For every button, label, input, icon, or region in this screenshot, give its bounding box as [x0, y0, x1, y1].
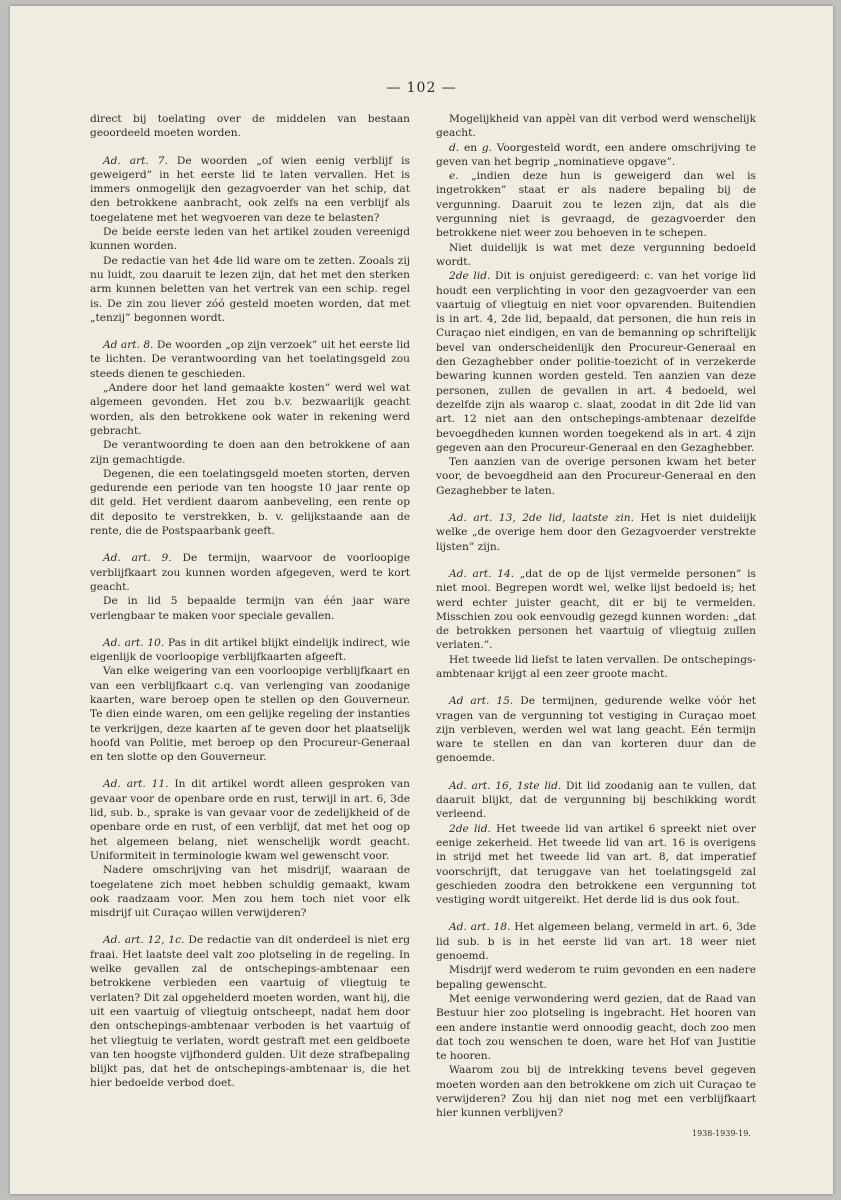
page-number: — 102 — — [386, 80, 457, 96]
paragraph: Met eenige verwondering werd gezien, dat de Raad van Bestuur hier zoo plotseling is ingebracht. Het hooren van een andere instantie werd onnoodig geacht, doch zoo men dat toch zou wenschen te doen, ware het Hof van Justitie te hooren. — [436, 992, 756, 1063]
paragraph: Waarom zou bij de intrekking tevens bevel gegeven moeten worden aan den betrokkene om zich uit Curaçao te verwijderen? Zou hij dan niet nog met een verblijfkaart hier kunnen verblijven? — [436, 1064, 756, 1120]
paragraph: De in lid 5 bepaalde termijn van één jaar ware verlengbaar te maken voor speciale gevallen. — [90, 595, 410, 622]
paragraph: Ad. art. 9. De termijn, waarvoor de voorloopige verblijfkaart zou kunnen worden afgegeven, werd te kort geacht. — [90, 552, 410, 593]
paragraph: d. en g. Voorgesteld wordt, een andere omschrijving te geven van het begrip „nominatieve opgave”. — [436, 141, 756, 168]
paragraph: 2de lid. Dit is onjuist geredigeerd: c. van het vorige lid houdt een verplichting in voor den gezagvoerder van een vaartuig of vliegtuig en niet voor opvarenden. Buitendien is in art. 4, 2de lid, bepaald, dat personen, die hun reis in Curaçao niet eindigen, en van de bemanning op schriftelijk bevel van onderscheidenlijk den Procureur-Generaal en den Gezaghebber onder politie-toezicht of in verzekerde bewaring kunnen worden gesteld. Ten aanzien van deze personen, zullen de gevallen in art. 4 bedoeld, wel dezelfde zijn als waarop c. slaat, zoodat in dit 2de lid van art. 12 niet aan den ontschepings-ambtenaar dezelfde bevoegdheden kunnen worden toegekend als in art. 4 zijn gegeven aan den Procureur-Generaal en den Gezaghebber. — [436, 270, 756, 454]
document-page — [10, 6, 833, 1194]
right-column — [436, 112, 756, 1121]
paragraph: Ad. art. 14. „dat de op de lijst vermelde personen” is niet mooi. Begrepen wordt wel, welke lijst bedoeld is; het werd echter juister geacht, dit er bij te vermelden. Misschien zou ook eenvoudig gezegd kunnen worden: „dat de betrokken personen het vaartuig of vliegtuig zullen verlaten.”. — [436, 567, 756, 652]
paragraph: 2de lid. Het tweede lid van artikel 6 spreekt niet over eenige zekerheid. Het tweede lid van art. 16 is overigens in strijd met het tweede lid van art. 8, dat imperatief voorschrijft, dat teruggave van het toelatingsgeld zal geschieden zoodra den betrokkene een vergunning tot vestiging wordt uitgereikt. Het derde lid is dus ook fout. — [436, 822, 756, 907]
paragraph: Degenen, die een toelatingsgeld moeten storten, derven gedurende een periode van ten hoogste 10 jaar rente op dit geld. Het verdient daarom aanbeveling, een rente op dit deposito te verstrekken, b. v. gelijkstaande aan de rente, die de Postspaarbank geeft. — [90, 467, 410, 538]
paragraph: direct bij toelating over de middelen van bestaan geoordeeld moeten worden. — [90, 113, 410, 140]
paragraph: Ad art. 15. De termijnen, gedurende welke vóór het vragen van de vergunning tot vestiging in Curaçao moet zijn verbleven, werden wel wat lang geacht. Eén termijn ware te stellen en dan van korteren duur dan de genoemde. — [436, 695, 756, 765]
paragraph: Nadere omschrijving van het misdrijf, waaraan de toegelatene zich moet hebben schuldig gemaakt, kwam ook raadzaam voor. Men zou hem toch niet voor elk misdrijf uit Curaçao willen verwijderen? — [90, 864, 410, 920]
paragraph: De beide eerste leden van het artikel zouden vereenigd kunnen worden. — [90, 226, 410, 253]
paragraph: De redactie van het 4de lid ware om te zetten. Zooals zij nu luidt, zou daaruit te lezen zijn, dat het met den sterken arm kunnen beletten van het vertrek van een schip. regel is. De zin zou liever zóó gesteld moeten worden, dat met „tenzij” begonnen wordt. — [90, 254, 410, 324]
paragraph: Misdrijf werd wederom te ruim gevonden en een nadere bepaling gewenscht. — [436, 964, 756, 991]
paragraph: Van elke weigering van een voorloopige verblijfkaart en van een verblijfkaart c.q. van verlenging van zoodanige kaarten, ware beroep open te stellen op den Gouverneur. Te dien einde waren, om een gelijke regeling der instanties te verkrijgen, deze kaarten af te geven door het plaatselijk hoofd van Politie, met beroep op den Procureur-Generaal en ten slotte op den Gouverneur. — [90, 665, 410, 764]
paragraph: Het tweede lid liefst te laten vervallen. De ontschepings-ambtenaar krijgt al een zeer groote macht. — [436, 653, 756, 680]
paragraph: „Andere door het land gemaakte kosten” werd wel wat algemeen gevonden. Het zou b.v. bezwaarlijk geacht worden, als den betrokkene ook water in rekening werd gebracht. — [90, 382, 410, 437]
paragraph: e. „indien deze hun is geweigerd dan wel is ingetrokken” staat er als nadere bepaling bij de vergunning. Daaruit zou te lezen zijn, dat als die vergunning niet is gevraagd, de gezagvoerder den betrokkene niet weer zou behoeven in te schepen. — [436, 170, 756, 240]
paragraph: Mogelijkheid van appèl van dit verbod werd wenschelijk geacht. — [436, 113, 756, 140]
paragraph: Ad. art. 7. De woorden „of wien eenig verblijf is geweigerd” in het eerste lid te laten vervallen. Het is immers onmogelijk den gezagvoerder van het schip, dat den betrokkene aanbracht, ook zelfs na een verblijf als toegelatene met het wegvoeren van deze te belasten? — [90, 154, 410, 224]
paragraph: De verantwoording te doen aan den betrokkene of aan zijn gemachtigde. — [90, 439, 410, 466]
paragraph: Niet duidelijk is wat met deze vergunning bedoeld wordt. — [436, 241, 756, 268]
paragraph: Ten aanzien van de overige personen kwam het beter voor, de bevoegdheid aan den Procureur-Generaal en den Gezaghebber te laten. — [436, 456, 756, 497]
paragraph: Ad. art. 11. In dit artikel wordt alleen gesproken van gevaar voor de openbare orde en rust, terwijl in art. 6, 3de lid, sub. b., sprake is van gevaar voor de zedelijkheid of de openbare orde en rust, of een verblijf, dat met het oog op het algemeen belang, niet wenschelijk wordt geacht. Uniformiteit in terminologie kwam wel gewenscht voor. — [90, 778, 410, 862]
footer-code: 1938-1939-19. — [692, 1129, 751, 1138]
paragraph: Ad. art. 12, 1c. De redactie van dit onderdeel is niet erg fraai. Het laatste deel valt zoo plotseling in de regeling. In welke gevallen zal de ontschepings-ambtenaar een betrokkene verbieden een vaartuig of vliegtuig te verlaten? Dit zal opgehelderd moeten worden, want hij, die uit een vaartuig of vliegtuig ontscheept, nadat hem door den ontschepings-ambtenaar verboden is het vaartuig of het vliegtuig te verlaten, wordt gestraft met een geldboete van ten hoogste vijfhonderd gulden. Uit deze strafbepaling blijkt pas, dat het de ontschepings-ambtenaar is, die het hier bedoelde verbod doet. — [90, 934, 411, 1090]
paragraph: Ad. art. 13, 2de lid, laatste zin. Het is niet duidelijk welke „de overige hem door den Gezagvoerder verstrekte lijsten” zijn. — [436, 512, 756, 553]
left-column — [90, 112, 410, 1091]
paragraph: Ad. art. 10. Pas in dit artikel blijkt eindelijk indirect, wie eigenlijk de voorloopige verblijfkaarten afgeeft. — [90, 636, 410, 664]
paragraph: Ad art. 8. De woorden „op zijn verzoek” uit het eerste lid te lichten. De verantwoording van het toelatingsgeld zou steeds dienen te geschieden. — [90, 339, 410, 380]
paragraph: Ad. art. 18. Het algemeen belang, vermeld in art. 6, 3de lid sub. b is in het eerste lid van art. 18 weer niet genoemd. — [436, 921, 756, 963]
paragraph: Ad. art. 16, 1ste lid. Dit lid zoodanig aan te vullen, dat daaruit blijkt, dat de vergunning bij beschikking wordt verleend. — [436, 779, 757, 821]
